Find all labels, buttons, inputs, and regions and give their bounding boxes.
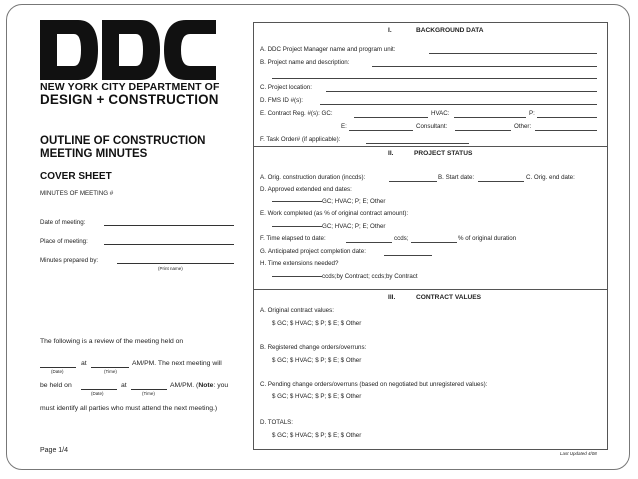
s2-a-line[interactable] <box>389 181 437 182</box>
s1-e-p: P: <box>529 110 535 117</box>
section-2-title: PROJECT STATUS <box>414 150 473 157</box>
note-label: Note <box>198 382 214 389</box>
date-of-meeting-label: Date of meeting: <box>40 219 86 226</box>
section-divider-2 <box>254 289 607 290</box>
place-of-meeting-line[interactable] <box>104 244 234 245</box>
minutes-prepared-line[interactable] <box>117 263 234 264</box>
review-ampm-2-rest: : you <box>213 382 229 389</box>
s2-e-row <box>272 223 386 230</box>
s1-item-d: D. FMS ID #(s): <box>260 97 303 104</box>
s2-f-pct: % of original duration <box>458 235 517 242</box>
s2-item-e: E. Work completed (as % of original contract amount): <box>260 210 409 217</box>
date-of-meeting-line[interactable] <box>104 225 234 226</box>
section-3-title: CONTRACT VALUES <box>416 294 482 301</box>
review-paragraph-line1: The following is a review of the meeting held on <box>40 338 184 345</box>
date-caption-1: (Date) <box>51 369 64 374</box>
ddc-logo-letters <box>40 20 216 80</box>
review-ampm-1: AM/PM. The next meeting will <box>132 360 222 367</box>
section-3-number: III. <box>388 294 396 301</box>
s3-c-money-row: $ GC; $ HVAC; $ P; $ E; $ Other <box>272 393 362 400</box>
section-2-number: II. <box>388 150 394 157</box>
last-updated: Last Updated 4/08 <box>560 451 597 456</box>
s2-item-d: D. Approved extended end dates: <box>260 186 352 193</box>
s2-d-row <box>272 198 386 205</box>
s1-e-gc-line[interactable] <box>354 117 428 118</box>
review-held-on: be held on <box>40 382 72 389</box>
form-panel <box>253 22 608 450</box>
s1-c-line[interactable] <box>326 91 597 92</box>
s3-item-d: D. TOTALS: <box>260 419 294 426</box>
date-caption-2: (Date) <box>91 391 104 396</box>
meeting-date-line[interactable] <box>40 367 76 368</box>
s2-g-line[interactable] <box>384 255 432 256</box>
logo-line2: DESIGN + CONSTRUCTION <box>40 92 219 107</box>
s1-item-a: A. DDC Project Manager name and program unit: <box>260 46 396 53</box>
s1-e2-cons-line[interactable] <box>455 130 511 131</box>
review-paragraph-line4: must identify all parties who must attend the next meeting.) <box>40 405 218 412</box>
s1-item-f: F. Task Order# (if applicable): <box>260 136 341 143</box>
s1-item-b: B. Project name and description: <box>260 59 350 66</box>
s1-b-line2[interactable] <box>272 78 597 79</box>
s1-b-line[interactable] <box>372 66 597 67</box>
meeting-time-line[interactable] <box>91 367 129 368</box>
s3-item-a: A. Original contract values: <box>260 307 334 314</box>
s2-item-g: G. Anticipated project completion date: <box>260 248 366 255</box>
s2-d-row-text: GC; HVAC; P; E; Other <box>322 198 386 205</box>
s2-item-f: F. Time elapsed to date: <box>260 235 326 242</box>
s1-e2-other: Other: <box>514 123 532 130</box>
s2-item-h: H. Time extensions needed? <box>260 260 339 267</box>
section-divider-1 <box>254 146 607 147</box>
review-at-1: at <box>81 360 87 367</box>
s1-e2-e: E: <box>341 123 347 130</box>
s3-a-money-row: $ GC; $ HVAC; $ P; $ E; $ Other <box>272 320 362 327</box>
s1-item-e: E. Contract Reg. #(s): GC: <box>260 110 333 117</box>
s3-item-b: B. Registered change orders/overruns: <box>260 344 367 351</box>
s2-e-gc-line[interactable] <box>272 226 322 227</box>
review-ampm-2-text: AM/PM. ( <box>170 382 199 389</box>
next-time-line[interactable] <box>131 389 167 390</box>
section-1-title: BACKGROUND DATA <box>416 27 484 34</box>
next-date-line[interactable] <box>81 389 117 390</box>
s3-b-money-row: $ GC; $ HVAC; $ P; $ E; $ Other <box>272 357 362 364</box>
doc-title <box>40 135 205 161</box>
doc-title-line2: MEETING MINUTES <box>40 148 148 160</box>
s3-d-money-row: $ GC; $ HVAC; $ P; $ E; $ Other <box>272 432 362 439</box>
print-name-caption: (Print name) <box>158 266 183 271</box>
s3-item-c: C. Pending change orders/overruns (based on negotiated but unregistered values): <box>260 381 488 388</box>
minutes-of-meeting-label: MINUTES OF MEETING # <box>40 190 114 197</box>
s2-b-line[interactable] <box>478 181 524 182</box>
s2-d-gc-line[interactable] <box>272 201 322 202</box>
s2-f-line[interactable] <box>346 242 392 243</box>
s2-f-pct-line[interactable] <box>411 242 457 243</box>
s2-f-ccds: ccds; <box>394 235 409 242</box>
s2-item-a: A. Orig. construction duration (inccds): <box>260 174 366 181</box>
s1-d-line[interactable] <box>320 104 597 105</box>
s1-e-p-line[interactable] <box>537 117 597 118</box>
time-caption-2: (Time) <box>142 391 155 396</box>
s1-e2-consultant: Consultant: <box>416 123 448 130</box>
doc-title-line1: OUTLINE OF CONSTRUCTION <box>40 135 206 147</box>
s2-h-row <box>272 273 418 280</box>
s1-item-c: C. Project location: <box>260 84 312 91</box>
s2-item-c: C. Orig. end date: <box>526 174 575 181</box>
logo-line1: NEW YORK CITY DEPARTMENT OF <box>40 81 220 93</box>
s2-h-row-text: ccds;by Contract; ccds;by Contract <box>322 273 418 280</box>
review-at-2: at <box>121 382 127 389</box>
s2-e-row-text: GC; HVAC; P; E; Other <box>322 223 386 230</box>
s1-e2-e-line[interactable] <box>349 130 413 131</box>
time-caption-1: (Time) <box>104 369 117 374</box>
page-number: Page 1/4 <box>40 447 69 454</box>
s1-e2-other-line[interactable] <box>535 130 597 131</box>
s1-a-line[interactable] <box>429 53 597 54</box>
s2-item-b: B. Start date: <box>438 174 475 181</box>
s1-e-hvac-line[interactable] <box>454 117 526 118</box>
cover-sheet-heading: COVER SHEET <box>40 171 112 182</box>
s1-e-hvac: HVAC: <box>431 110 450 117</box>
minutes-prepared-label: Minutes prepared by: <box>40 257 99 264</box>
review-ampm-2 <box>170 382 228 389</box>
s1-f-line[interactable] <box>366 143 469 144</box>
section-1-number: I. <box>388 27 392 34</box>
place-of-meeting-label: Place of meeting: <box>40 238 88 245</box>
s2-h-line[interactable] <box>272 276 322 277</box>
